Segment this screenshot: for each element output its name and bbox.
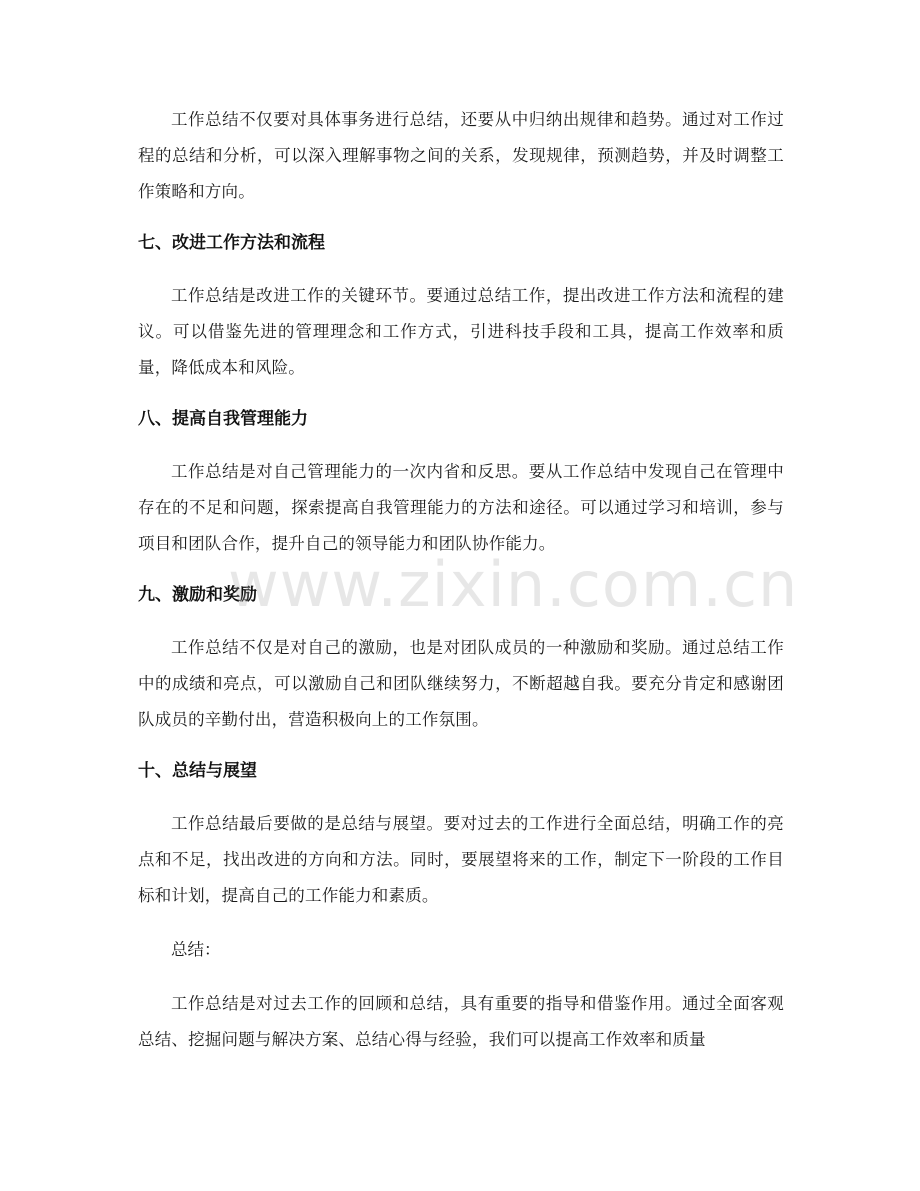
- section-9-heading: 九、激励和奖励: [138, 585, 257, 605]
- summary-label: 总结：: [171, 940, 221, 959]
- section-7-heading: 七、改进工作方法和流程: [138, 233, 325, 253]
- section-9-paragraph: 工作总结不仅是对自己的激励，也是对团队成员的一种激励和奖励。通过总结工作中的成绩和亮点，可以激励自己和团队继续努力，不断超越自我。要充分肯定和感谢团队成员的辛勤付出，营造积极向上的工作氛围。: [138, 638, 784, 729]
- section-7-paragraph: 工作总结是改进工作的关键环节。要通过总结工作，提出改进工作方法和流程的建议。可以借鉴先进的管理理念和工作方式，引进科技手段和工具，提高工作效率和质量，降低成本和风险。: [138, 286, 784, 377]
- section-8-paragraph: 工作总结是对自己管理能力的一次内省和反思。要从工作总结中发现自己在管理中存在的不足和问题，探索提高自我管理能力的方法和途径。可以通过学习和培训，参与项目和团队合作，提升自己的领导能力和团队协作能力。: [138, 462, 784, 553]
- summary-paragraph: 工作总结是对过去工作的回顾和总结，具有重要的指导和借鉴作用。通过全面客观总结、挖掘问题与解决方案、总结心得与经验，我们可以提高工作效率和质量: [138, 994, 784, 1049]
- intro-paragraph: 工作总结不仅要对具体事务进行总结，还要从中归纳出规律和趋势。通过对工作过程的总结和分析，可以深入理解事物之间的关系，发现规律，预测趋势，并及时调整工作策略和方向。: [138, 110, 784, 201]
- section-10-paragraph: 工作总结最后要做的是总结与展望。要对过去的工作进行全面总结，明确工作的亮点和不足，找出改进的方向和方法。同时，要展望将来的工作，制定下一阶段的工作目标和计划，提高自己的工作能力和素质。: [138, 814, 784, 905]
- section-8-heading: 八、提高自我管理能力: [138, 409, 308, 429]
- document-body: [138, 102, 784, 1058]
- watermark: www.zixin.com.cn: [228, 548, 799, 621]
- section-10-heading: 十、总结与展望: [138, 761, 257, 781]
